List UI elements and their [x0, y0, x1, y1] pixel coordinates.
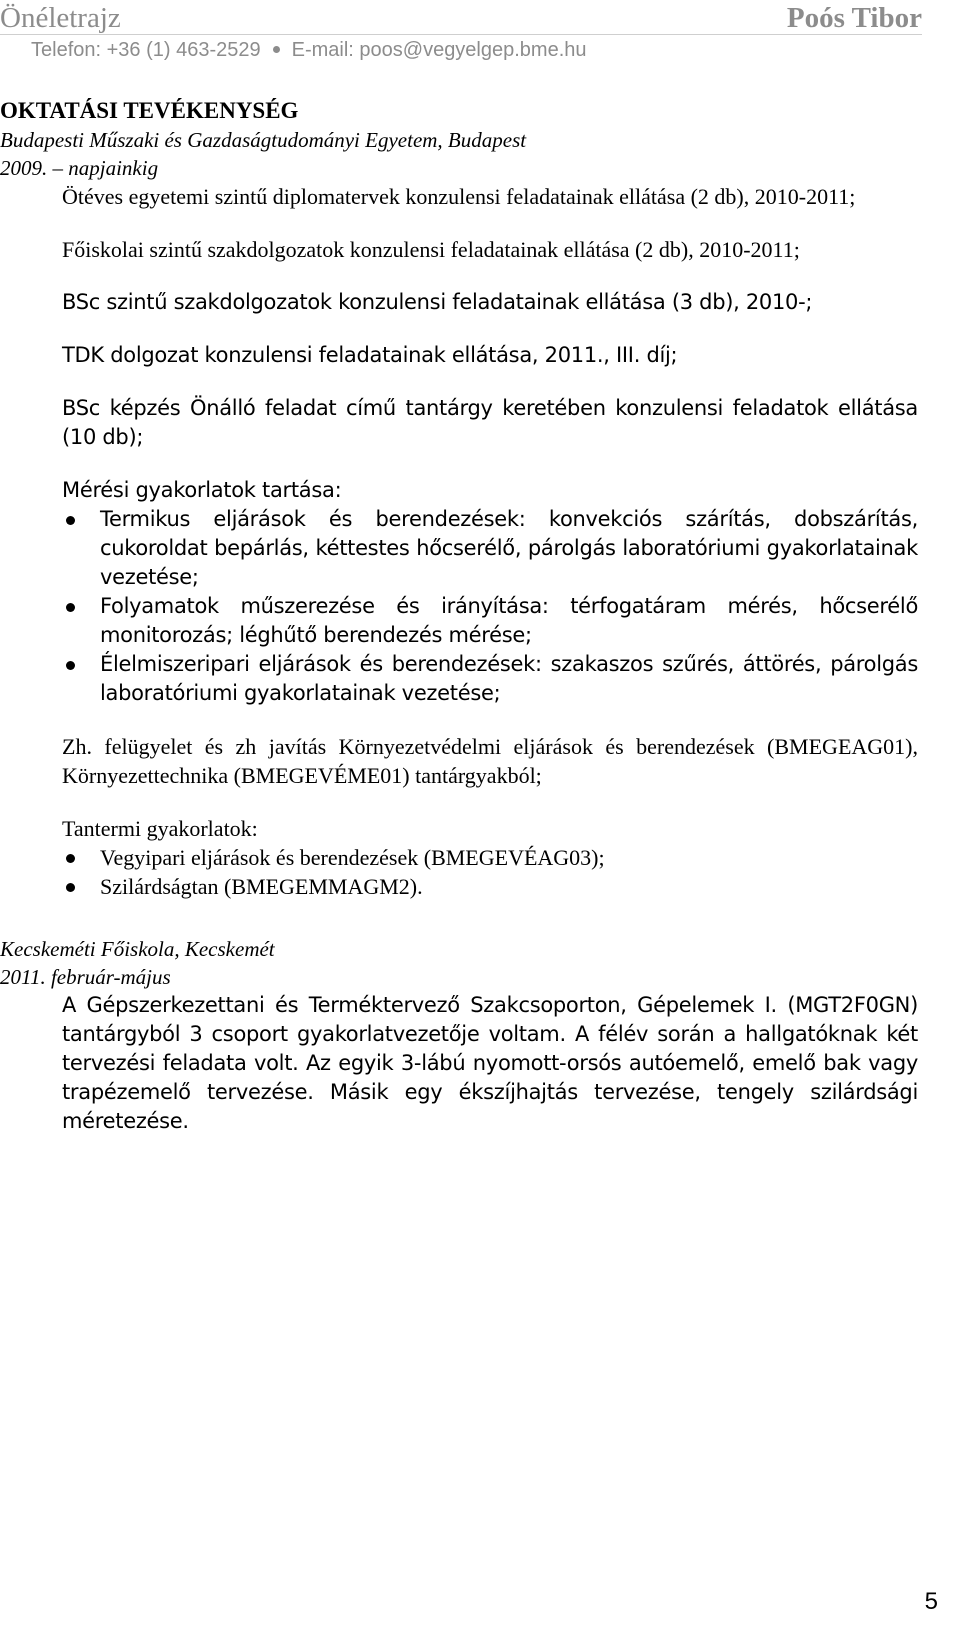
- header-author-name: Poós Tibor: [786, 2, 922, 34]
- activity-tdk: TDK dolgozat konzulensi feladatainak ellátása, 2011., III. díj;: [62, 343, 678, 367]
- header-email: E-mail: poos@vegyelgep.bme.hu: [291, 39, 587, 61]
- activity-zh: Zh. felügyelet és zh javítás Környezetvédelmi eljárások és berendezések (BMEGEAG01), Környezettechnika (BMEGEVÉME01) tantárgyakból;: [62, 734, 918, 788]
- list-item: Vegyipari eljárások és berendezések (BMEGEVÉAG03);: [62, 843, 918, 872]
- list-item: Szilárdságtan (BMEGEMMAGM2).: [62, 872, 918, 901]
- tantermi-heading: Tantermi gyakorlatok:: [62, 816, 258, 841]
- activity-foiskolai: Főiskolai szintű szakdolgozatok konzulensi feladatainak ellátása (2 db), 2010-2011;: [62, 237, 800, 262]
- institution-kf: Kecskeméti Főiskola, Kecskemét: [0, 937, 275, 961]
- bullet-separator-icon: [273, 46, 280, 53]
- section-title: OKTATÁSI TEVÉKENYSÉG: [0, 98, 299, 123]
- activity-onallo-feladat: BSc képzés Önálló feladat című tantárgy keretében konzulensi feladatok ellátása (10 db);: [62, 396, 918, 449]
- header-doc-title: Önéletrajz: [0, 2, 121, 34]
- meres-heading: Mérési gyakorlatok tartása:: [62, 478, 342, 502]
- institution-bme: Budapesti Műszaki és Gazdaságtudományi Egyetem, Budapest: [0, 128, 527, 152]
- bme-activities: [62, 182, 918, 901]
- list-item: Élelmiszeripari eljárások és berendezések: szakaszos szűrés, áttörés, párolgás laboratóriumi gyakorlatainak vezetése;: [62, 650, 918, 708]
- kf-activities: [62, 991, 918, 1136]
- header-phone: Telefon: +36 (1) 463-2529: [31, 39, 261, 61]
- page-number: 5: [924, 1588, 938, 1615]
- list-item: Termikus eljárások és berendezések: konvekciós szárítás, dobszárítás, cukoroldat bepárlás, kéttestes hőcserélő, párolgás laboratóriumi gyakorlatainak vezetése;: [62, 505, 918, 592]
- activity-kf-gepelemek: A Gépszerkezettani és Terméktervező Szakcsoporton, Gépelemek I. (MGT2F0GN) tantárgyból 3 csoport gyakorlatvezetője voltam. A félév során a hallgatóknak két tervezési feladata volt. Az egyik 3-lábú nyomott-orsós autóemelő, emelő bak vagy trapézemelő tervezése. Másik egy ékszíjhajtás tervezése, tengely szilárdsági méretezése.: [62, 993, 918, 1133]
- tantermi-list: [62, 843, 918, 901]
- meres-list: [62, 505, 918, 708]
- header-contact: [31, 39, 587, 62]
- period-bme: 2009. – napjainkig: [0, 156, 159, 180]
- activity-bsc-szakdolgozat: BSc szintű szakdolgozatok konzulensi feladatainak ellátása (3 db), 2010-;: [62, 290, 813, 314]
- period-kf: 2011. február-május: [0, 965, 171, 989]
- main-content: [0, 96, 918, 1136]
- header-divider: [0, 34, 922, 35]
- list-item: Folyamatok műszerezése és irányítása: térfogatáram mérés, hőcserélő monitorozás; léghűtő berendezés mérése;: [62, 592, 918, 650]
- activity-diplomaterv: Ötéves egyetemi szintű diplomatervek konzulensi feladatainak ellátása (2 db), 2010-2011;: [62, 184, 856, 209]
